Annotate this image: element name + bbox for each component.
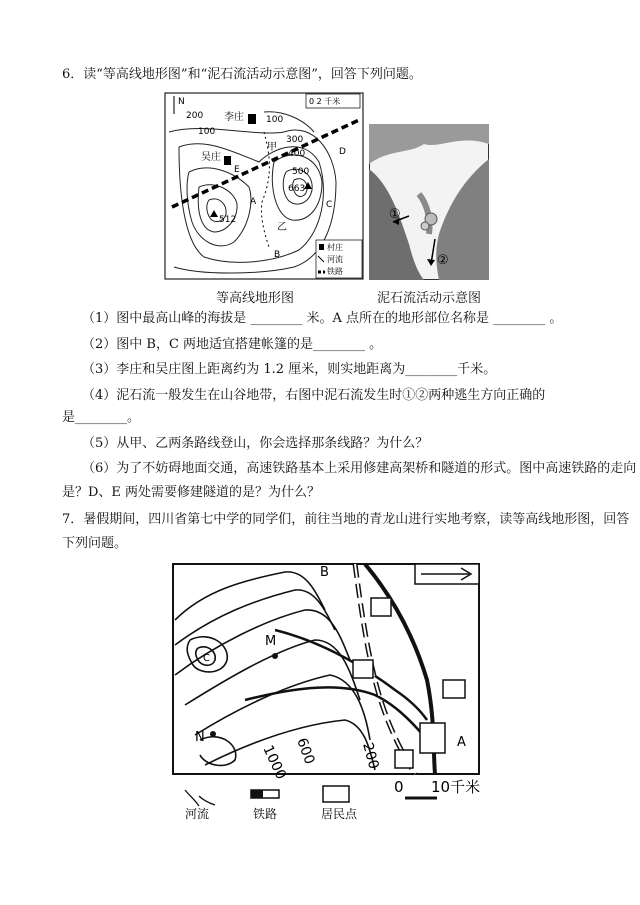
point-label-m: M [265, 634, 277, 649]
q6-mudflow-caption: 泥石流活动示意图 [377, 291, 482, 306]
scale-label: 0 2 千米 [309, 97, 341, 106]
q7-stem-line1: 7．暑假期间，四川省第七中学的同学们，前往当地的青龙山进行实地考察，读等高线地形图，回答 [62, 512, 630, 527]
q6-sub6-line2: 是？D、E 两处需要修建隧道的是？为什么？ [62, 485, 321, 500]
contour-label: 400 [288, 149, 306, 159]
village-icon [248, 114, 256, 124]
village-icon [224, 156, 231, 165]
contour-label-1000: 1000 [259, 742, 289, 782]
point-label-n: N [195, 730, 205, 745]
legend-village-label: 村庄 [327, 243, 343, 252]
north-label: N [178, 97, 185, 107]
q6-stem: 6．读“等高线地形图”和“泥石流活动示意图”，回答下列问题。 [62, 67, 422, 82]
village-label-wuzhuang: 吴庄 [201, 152, 221, 163]
route-label-yi: 乙 [277, 222, 287, 233]
point-label-b: B [274, 250, 281, 260]
q6-sub2: （2）图中 B，C 两地适宜搭建帐篷的是________ 。 [82, 337, 383, 352]
contour-label: 100 [266, 115, 284, 125]
legend-settlement-label: 居民点 [321, 807, 358, 821]
q6-sub4-line1: （4）泥石流一般发生在山谷地带，右图中泥石流发生时①②两种逃生方向正确的 [82, 388, 546, 403]
legend-railway-label: 铁路 [253, 807, 278, 821]
scale-zero: 0 [394, 778, 404, 796]
legend-settlement-icon [323, 786, 349, 802]
peak-label-663: 663 [288, 184, 306, 194]
q6-contour-map [164, 92, 364, 280]
legend-river-label: 河流 [185, 807, 210, 821]
legend-railway-label: 铁路 [327, 267, 343, 276]
contour-label: 200 [186, 111, 204, 121]
point-label-c: C [203, 653, 210, 664]
peak-label-512: 512 [219, 215, 237, 225]
point-label-a: A [250, 197, 257, 207]
scale-end: 10千米 [431, 778, 481, 796]
q6-map-caption: 等高线地形图 [216, 291, 295, 306]
q7-stem-line2: 下列问题。 [62, 536, 128, 551]
village-label-lizhuang: 李庄 [224, 112, 244, 123]
contour-label: 100 [198, 127, 216, 137]
q7-contour-map [165, 560, 485, 822]
mudflow-illustration [369, 124, 489, 280]
point-label-e: E [234, 165, 240, 175]
q6-sub1: （1）图中最高山峰的海拔是 ________ 米。A 点所在的地形部位名称是 ________ 。 [82, 311, 563, 326]
contour-label: 300 [286, 135, 304, 145]
point-label-b: B [320, 565, 329, 580]
contour-label-200: 200 [359, 740, 382, 771]
legend-village-icon [319, 244, 324, 250]
q6-sub3: （3）李庄和吴庄图上距离约为 1.2 厘米，则实地距离为________千米。 [82, 362, 497, 377]
point-label-c: C [326, 200, 333, 210]
contour-label: 500 [292, 167, 310, 177]
contour-label-600: 600 [293, 735, 318, 767]
route-label-jia: 甲 [267, 142, 277, 153]
q6-sub6-line1: （6）为了不妨碍地面交通，高速铁路基本上采用修建高架桥和隧道的形式。图中高速铁路的走向 [82, 461, 637, 476]
point-label-a: A [457, 735, 466, 750]
mark-2: ② [437, 253, 449, 268]
q6-sub4-line2: 是________。 [62, 410, 141, 425]
point-label-d: D [339, 147, 346, 157]
q6-sub5: （5）从甲、乙两条路线登山，你会选择那条线路？为什么？ [82, 436, 429, 451]
mark-1: ① [389, 207, 401, 222]
legend-river-label: 河流 [327, 255, 343, 264]
legend-river-icon [185, 790, 215, 806]
